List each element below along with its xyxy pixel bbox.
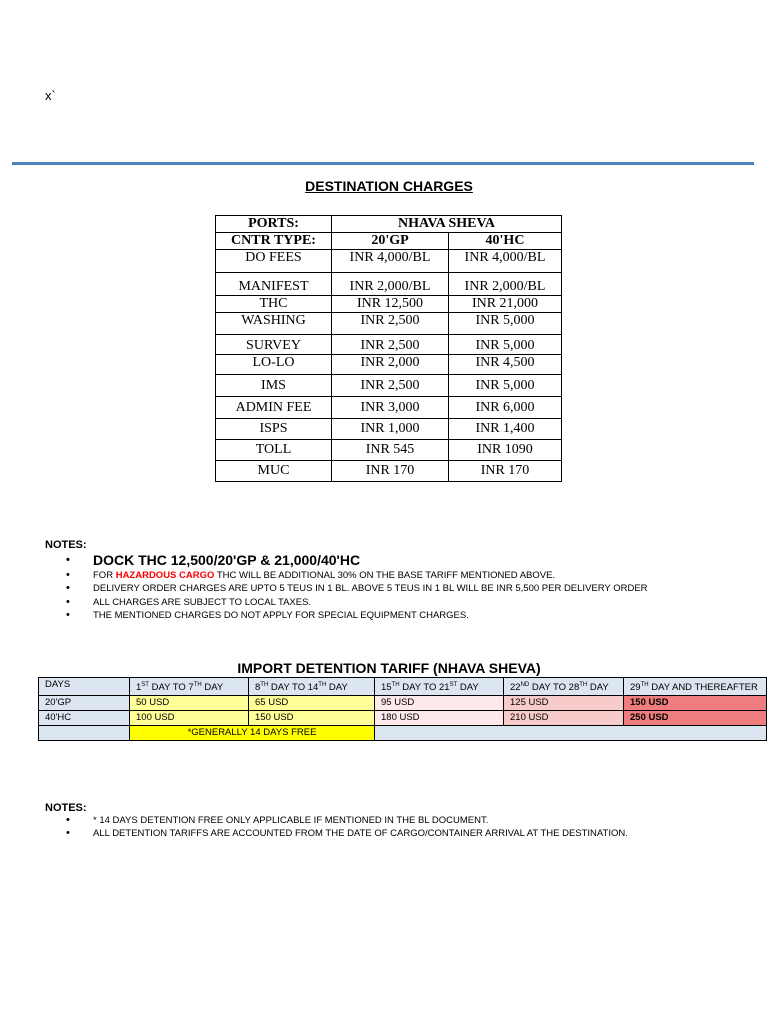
rate-cell: 50 USD: [130, 696, 249, 711]
table-row: [216, 250, 562, 273]
table-row: [216, 375, 562, 397]
table-row: [216, 313, 562, 335]
table-header-row: [39, 678, 767, 696]
note-text: FOR: [93, 570, 116, 581]
cntr-type-label: CNTR TYPE:: [216, 233, 332, 250]
charge-item: LO-LO: [216, 355, 332, 375]
table-row: [39, 711, 767, 726]
list-item: • ALL CHARGES ARE SUBJECT TO LOCAL TAXES.: [66, 596, 745, 609]
hazardous-cargo-text: HAZARDOUS CARGO: [115, 570, 215, 581]
table-row: [216, 273, 562, 296]
charge-item: THC: [216, 296, 332, 313]
period-1: 1ST DAY TO 7TH DAY: [130, 678, 249, 696]
detention-table: [38, 677, 767, 741]
rate-cell: 125 USD: [504, 696, 624, 711]
table-row: [216, 440, 562, 461]
charge-40hc: INR 4,000/BL: [449, 250, 562, 273]
rate-cell: 150 USD: [249, 711, 375, 726]
charge-item: WASHING: [216, 313, 332, 335]
rate-cell: 210 USD: [504, 711, 624, 726]
charge-item: MANIFEST: [216, 273, 332, 296]
charge-20gp: INR 2,500: [332, 375, 449, 397]
charge-40hc: INR 5,000: [449, 335, 562, 355]
charge-item: IMS: [216, 375, 332, 397]
notes-section: [45, 539, 745, 623]
charge-40hc: INR 5,000: [449, 375, 562, 397]
free-days-note: *GENERALLY 14 DAYS FREE: [130, 726, 375, 741]
charge-20gp: INR 12,500: [332, 296, 449, 313]
page-title: DESTINATION CHARGES: [305, 178, 473, 194]
rate-cell: 95 USD: [375, 696, 504, 711]
table-row: [216, 296, 562, 313]
table-row: [39, 726, 767, 741]
rate-cell: 100 USD: [130, 711, 249, 726]
charge-20gp: INR 2,500: [332, 313, 449, 335]
charge-20gp: INR 3,000: [332, 397, 449, 419]
table-header-ports: [216, 216, 562, 233]
rate-cell: 250 USD: [624, 711, 767, 726]
charge-20gp: INR 4,000/BL: [332, 250, 449, 273]
list-item: • * 14 DAYS DETENTION FREE ONLY APPLICABLE IF MENTIONED IN THE BL DOCUMENT.: [66, 814, 745, 827]
table-row: [39, 696, 767, 711]
charge-40hc: INR 5,000: [449, 313, 562, 335]
header-divider: [12, 162, 754, 165]
notes-list: [66, 814, 745, 841]
empty-cell: [375, 726, 767, 741]
notes-list: [66, 551, 745, 623]
col-40hc: 40'HC: [449, 233, 562, 250]
period-2: 8TH DAY TO 14TH DAY: [249, 678, 375, 696]
notes-heading: NOTES:: [45, 539, 87, 551]
charge-40hc: INR 2,000/BL: [449, 273, 562, 296]
list-item: [66, 569, 745, 582]
rate-cell: 180 USD: [375, 711, 504, 726]
port-name: NHAVA SHEVA: [332, 216, 562, 233]
table-row: [216, 419, 562, 440]
notes-heading: NOTES:: [45, 802, 87, 814]
destination-charges-table: [215, 215, 562, 482]
days-label: DAYS: [39, 678, 130, 696]
charge-20gp: INR 170: [332, 461, 449, 482]
table-row: [216, 355, 562, 375]
rate-cell: 150 USD: [624, 696, 767, 711]
ports-label: PORTS:: [216, 216, 332, 233]
charge-20gp: INR 2,000: [332, 355, 449, 375]
charge-40hc: INR 1,400: [449, 419, 562, 440]
table-row: [216, 335, 562, 355]
charge-20gp: INR 2,500: [332, 335, 449, 355]
charge-20gp: INR 1,000: [332, 419, 449, 440]
charge-item: ISPS: [216, 419, 332, 440]
charge-item: TOLL: [216, 440, 332, 461]
rate-cell: 65 USD: [249, 696, 375, 711]
header-mark: x`: [45, 88, 56, 103]
container-type: 40'HC: [39, 711, 130, 726]
charge-item: SURVEY: [216, 335, 332, 355]
table-row: [216, 397, 562, 419]
charge-item: ADMIN FEE: [216, 397, 332, 419]
note-text: THC WILL BE ADDITIONAL 30% ON THE BASE TARIFF MENTIONED ABOVE.: [214, 570, 556, 581]
charge-40hc: INR 1090: [449, 440, 562, 461]
charge-20gp: INR 2,000/BL: [332, 273, 449, 296]
table-header-cntr: [216, 233, 562, 250]
detention-title: IMPORT DETENTION TARIFF (NHAVA SHEVA): [237, 660, 541, 676]
table-row: [216, 461, 562, 482]
charge-40hc: INR 6,000: [449, 397, 562, 419]
container-type: 20'GP: [39, 696, 130, 711]
charge-40hc: INR 4,500: [449, 355, 562, 375]
charge-20gp: INR 545: [332, 440, 449, 461]
charge-item: DO FEES: [216, 250, 332, 273]
period-4: 22ND DAY TO 28TH DAY: [504, 678, 624, 696]
charge-40hc: INR 21,000: [449, 296, 562, 313]
col-20gp: 20'GP: [332, 233, 449, 250]
empty-cell: [39, 726, 130, 741]
charge-40hc: INR 170: [449, 461, 562, 482]
period-3: 15TH DAY TO 21ST DAY: [375, 678, 504, 696]
period-5: 29TH DAY AND THEREAFTER: [624, 678, 767, 696]
notes-section-2: [45, 802, 745, 841]
list-item: • DELIVERY ORDER CHARGES ARE UPTO 5 TEUS IN 1 BL. ABOVE 5 TEUS IN 1 BL WILL BE INR 5,500 PER DELIVERY ORDER: [66, 582, 745, 595]
list-item: • THE MENTIONED CHARGES DO NOT APPLY FOR SPECIAL EQUIPMENT CHARGES.: [66, 609, 745, 622]
list-item: • ALL DETENTION TARIFFS ARE ACCOUNTED FROM THE DATE OF CARGO/CONTAINER ARRIVAL AT THE DESTINATION.: [66, 827, 745, 840]
list-item: • DOCK THC 12,500/20'GP & 21,000/40'HC: [66, 551, 745, 569]
charge-item: MUC: [216, 461, 332, 482]
